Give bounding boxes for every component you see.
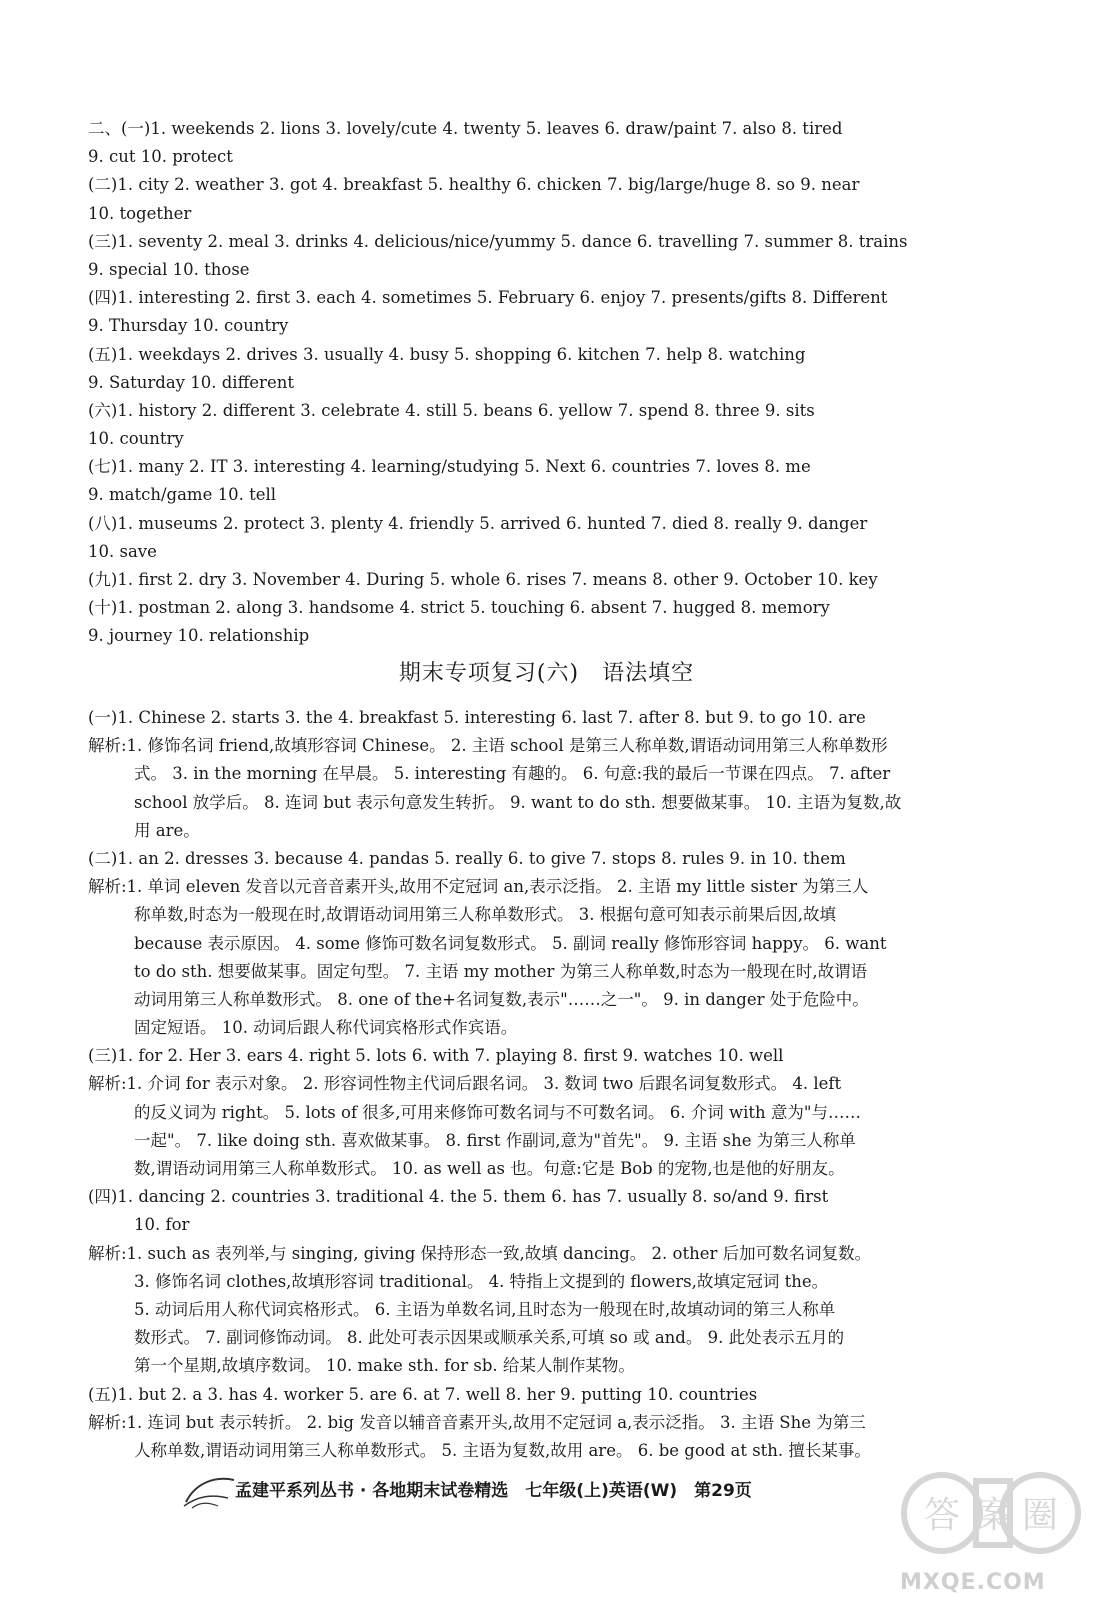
answer-line: (七)1. many 2. IT 3. interesting 4. learning/studying 5. Next 6. countries 7. loves 8. me [88,457,811,477]
answer-line: 式。 3. in the morning 在早晨。 5. interesting 有趣的。 6. 句意:我的最后一节课在四点。 7. after [134,764,891,784]
answer-line: (十)1. postman 2. along 3. handsome 4. strict 5. touching 6. absent 7. hugged 8. memory [88,598,830,618]
answer-line: 第一个星期,故填序数词。 10. make sth. for sb. 给某人制作某物。 [134,1356,635,1376]
answer-line: 5. 动词后用人称代词宾格形式。 6. 主语为单数名词,且时态为一般现在时,故填动词的第三人称单 [134,1299,836,1319]
answer-line: 称单数,时态为一般现在时,故谓语动词用第三人称单数形式。 3. 根据句意可知表示前果后因,故填 [134,905,836,925]
answer-line: 数,谓语动词用第三人称单数形式。 10. as well as 也。句意:它是 Bob 的宠物,也是他的好朋友。 [134,1159,845,1178]
answer-line: (四)1. dancing 2. countries 3. traditional 4. the 5. them 6. has 7. usually 8. so/and 9. first [88,1187,829,1207]
section-title: 期末专项复习(六) 语法填空 [398,661,695,686]
answer-line: (四)1. interesting 2. first 3. each 4. sometimes 5. February 6. enjoy 7. presents/gifts 8. Different [88,288,888,308]
answer-line: 10. save [88,541,157,561]
grammar-answers [88,704,968,1465]
answer-line: 3. 修饰名词 clothes,故填形容词 traditional。 4. 特指上文提到的 flowers,故填定冠词 the。 [134,1271,829,1291]
explanation-line: 解析:1. 连词 but 表示转折。 2. big 发音以辅音音素开头,故用不定冠词 a,表示泛指。 3. 主语 She 为第三 [88,1412,866,1432]
answer-line: (八)1. museums 2. protect 3. plenty 4. friendly 5. arrived 6. hunted 7. died 8. really 9. danger [88,513,868,533]
vocabulary-answers [88,115,968,651]
explanation-line: 解析:1. 修饰名词 friend,故填形容词 Chinese。 2. 主语 school 是第三人称单数,谓语动词用第三人称单数形 [88,736,888,756]
answer-line: to do sth. 想要做某事。固定句型。 7. 主语 my mother 为第三人称单数,时态为一般现在时,故谓语 [134,961,868,981]
answer-line: 9. Thursday 10. country [88,316,289,336]
footer-text: 孟建平系列丛书 · 各地期末试卷精选 七年级(上)英语(W) 第29页 [235,1481,752,1501]
answer-line: 用 are。 [134,820,200,840]
answer-line: 二、(一)1. weekends 2. lions 3. lovely/cute 4. twenty 5. leaves 6. draw/paint 7. also 8. tired [88,119,843,138]
answer-line: 10. for [134,1215,190,1235]
answer-line: 固定短语。 10. 动词后跟人称代词宾格形式作宾语。 [134,1018,518,1038]
answer-line: 一起"。 7. like doing sth. 喜欢做某事。 8. first 作副词,意为"首先"。 9. 主语 she 为第三人称单 [134,1130,856,1150]
explanation-line: 解析:1. such as 表列举,与 singing, giving 保持形态一致,故填 dancing。 2. other 后加可数名词复数。 [88,1243,872,1263]
answer-line: (六)1. history 2. different 3. celebrate 4. still 5. beans 6. yellow 7. spend 8. three 9. sits [88,400,815,420]
answer-line: (一)1. Chinese 2. starts 3. the 4. breakfast 5. interesting 6. last 7. after 8. but 9. to go 10. are [88,708,866,727]
explanation-line: 解析:1. 介词 for 表示对象。 2. 形容词性物主代词后跟名词。 3. 数词 two 后跟名词复数形式。 4. left [88,1074,842,1094]
answer-line: 数形式。 7. 副词修饰动词。 8. 此处可表示因果或顺承关系,可填 so 或 and。 9. 此处表示五月的 [134,1328,845,1348]
answer-line: (三)1. for 2. Her 3. ears 4. right 5. lots 6. with 7. playing 8. first 9. watches 10. well [88,1046,784,1066]
answer-line: because 表示原因。 4. some 修饰可数名词复数形式。 5. 副词 really 修饰形容词 happy。 6. want [134,933,887,953]
answer-line: (五)1. but 2. a 3. has 4. worker 5. are 6. at 7. well 8. her 9. putting 10. countries [88,1384,758,1404]
answer-line: 9. Saturday 10. different [88,372,294,392]
answer-line: (九)1. first 2. dry 3. November 4. During 5. whole 6. rises 7. means 8. other 9. October 10. key [88,570,878,589]
answer-line: (五)1. weekdays 2. drives 3. usually 4. busy 5. shopping 6. kitchen 7. help 8. watching [88,344,806,364]
answer-line: 9. special 10. those [88,259,250,279]
svg-text:答: 答 [923,1495,961,1536]
series-logo-icon [178,1472,238,1512]
answer-line: 10. country [88,429,184,449]
answer-line: 动词用第三人称单数形式。 8. one of the+名词复数,表示"……之一"。 9. in danger 处于危险中。 [134,989,869,1009]
answer-line: 的反义词为 right。 5. lots of 很多,可用来修饰可数名词与不可数名词。 6. 介词 with 意为"与…… [134,1102,862,1122]
answer-line: 10. together [88,203,192,223]
answer-line: 9. journey 10. relationship [88,626,310,646]
answer-line: (三)1. seventy 2. meal 3. drinks 4. delicious/nice/yummy 5. dance 6. travelling 7. summer 8. trains [88,231,908,251]
explanation-line: 解析:1. 单词 eleven 发音以元音音素开头,故用不定冠词 an,表示泛指。 2. 主语 my little sister 为第三人 [88,877,869,897]
watermark-url: MXQE.COM [900,1570,1046,1595]
answer-line: 9. match/game 10. tell [88,485,277,505]
answer-line: school 放学后。 8. 连词 but 表示句意发生转折。 9. want to do sth. 想要做某事。 10. 主语为复数,故 [134,792,902,812]
answer-line: (二)1. city 2. weather 3. got 4. breakfast 5. healthy 6. chicken 7. big/large/huge 8. so 9. near [88,175,860,195]
answer-line: 人称单数,谓语动词用第三人称单数形式。 5. 主语为复数,故用 are。 6. be good at sth. 擅长某事。 [134,1440,871,1460]
svg-text:案: 案 [975,1495,1013,1536]
svg-text:圈: 圈 [1021,1495,1059,1536]
answer-line: (二)1. an 2. dresses 3. because 4. pandas 5. really 6. to give 7. stops 8. rules 9. in 10. them [88,848,846,868]
answer-line: 9. cut 10. protect [88,147,233,167]
